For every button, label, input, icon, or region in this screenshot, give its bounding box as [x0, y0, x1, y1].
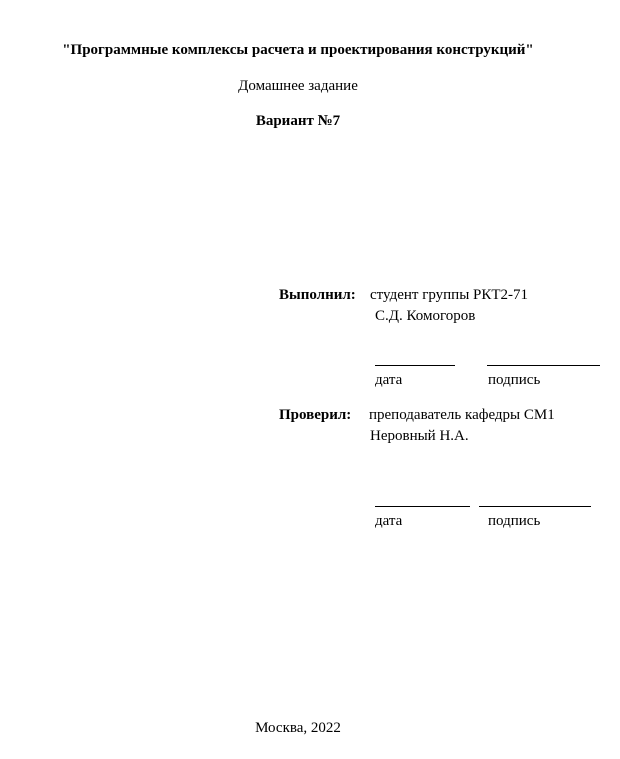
performed-by-label: Выполнил:	[279, 287, 356, 303]
checked-by-role: преподаватель кафедры СМ1	[369, 407, 555, 423]
signature-label: подпись	[488, 372, 541, 388]
document-type: Домашнее задание	[238, 78, 358, 94]
signature-line	[479, 506, 591, 507]
signature-label: подпись	[488, 513, 541, 529]
date-line	[375, 365, 455, 366]
date-label: дата	[375, 513, 403, 529]
date-line	[375, 506, 470, 507]
signature-line	[487, 365, 600, 366]
performed-by-role: студент группы РКТ2-71	[370, 287, 529, 303]
performed-by-name: С.Д. Комогоров	[375, 308, 476, 324]
checked-by-label: Проверил:	[279, 407, 352, 423]
date-label: дата	[375, 372, 403, 388]
checked-by-name: Неровный Н.А.	[370, 428, 469, 444]
course-title: "Программные комплексы расчета и проектирования конструкций"	[62, 42, 534, 58]
city-year: Москва, 2022	[255, 720, 341, 736]
variant-number: Вариант №7	[255, 113, 341, 129]
